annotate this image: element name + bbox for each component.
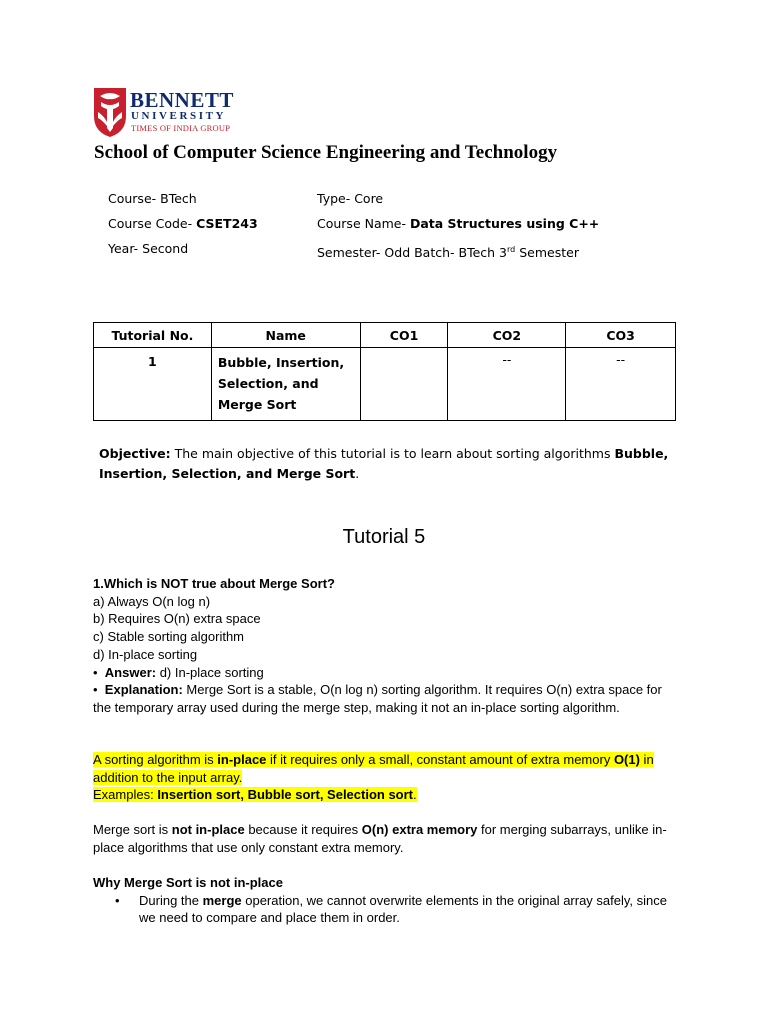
course-name-value: Data Structures using C++ xyxy=(409,216,600,231)
question-block xyxy=(93,575,673,717)
type-label: Type- Core xyxy=(317,191,384,206)
explanation-line xyxy=(93,681,673,716)
course-outcome-table xyxy=(93,322,676,421)
objective-label: Objective: xyxy=(99,446,171,461)
university-logo xyxy=(92,86,232,138)
header-co1: CO1 xyxy=(360,323,448,348)
examples-label: Examples: xyxy=(93,787,158,803)
option-c: c) Stable sorting algorithm xyxy=(93,629,245,645)
list-item xyxy=(93,892,673,927)
course-name xyxy=(317,216,599,232)
inplace-text-2: if it requires only a small, constant amount of extra memory xyxy=(266,752,614,767)
course-code xyxy=(108,216,258,232)
logo-subtitle: UNIVERSITY xyxy=(131,110,227,122)
why-section xyxy=(93,874,673,927)
header-name: Name xyxy=(211,323,360,348)
question-title: 1.Which is NOT true about Merge Sort? xyxy=(93,576,335,591)
year-label: Year- Second xyxy=(108,241,189,256)
examples-end: . xyxy=(413,787,417,803)
answer-text: d) In-place sorting xyxy=(156,664,264,680)
course-label: Course- BTech xyxy=(108,191,197,206)
option-d: d) In-place sorting xyxy=(93,646,198,662)
header-tutorial-no: Tutorial No. xyxy=(94,323,212,348)
bullet-icon: • xyxy=(93,664,98,680)
header-co2: CO2 xyxy=(448,323,566,348)
tutorial-title: Tutorial 5 xyxy=(342,526,426,548)
examples-list: Insertion sort, Bubble sort, Selection sort xyxy=(157,787,414,803)
merge-text-3: for merging subarrays, unlike in-place algorithms that use only constant extra memory. xyxy=(93,822,667,855)
why-heading: Why Merge Sort is not in-place xyxy=(93,875,283,890)
semester-suffix: Semester xyxy=(515,245,579,260)
logo-group: TIMES OF INDIA GROUP xyxy=(131,123,231,133)
merge-sort-note xyxy=(93,821,673,856)
merge-text-1: Merge sort is xyxy=(93,822,172,837)
bennett-emblem-icon xyxy=(92,86,128,138)
school-title: School of Computer Science Engineering and Technology xyxy=(94,142,558,163)
inplace-text-1: A sorting algorithm is xyxy=(93,752,218,767)
cell-co2: -- xyxy=(448,348,566,421)
explanation-label: Explanation: xyxy=(104,682,183,698)
option-b: b) Requires O(n) extra space xyxy=(93,611,261,627)
merge-bold-2: O(n) extra memory xyxy=(361,822,478,837)
table-row xyxy=(94,348,676,421)
logo-name: BENNETT xyxy=(130,88,234,112)
inplace-bold-1: in-place xyxy=(217,752,267,767)
semester-sup: rd xyxy=(507,244,516,254)
why-bold-1: merge xyxy=(202,892,242,908)
option-a: a) Always O(n log n) xyxy=(93,593,211,609)
course-code-label: Course Code- xyxy=(108,216,197,231)
inplace-text-3: in addition to the input array. xyxy=(93,752,654,785)
inplace-definition xyxy=(93,751,673,804)
objective-paragraph xyxy=(99,444,669,484)
objective-algorithms: Bubble, Insertion, Selection, and Merge Sort xyxy=(99,446,669,481)
cell-name: Bubble, Insertion, Selection, and Merge Sort xyxy=(211,348,360,421)
why-text-1: During the xyxy=(139,892,203,908)
cell-co3: -- xyxy=(566,348,676,421)
course-code-value: CSET243 xyxy=(196,216,258,231)
bullet-icon: • xyxy=(93,682,98,698)
bullet-icon: • xyxy=(115,892,120,908)
cell-tutorial-no: 1 xyxy=(94,348,212,421)
semester-label xyxy=(317,245,579,261)
header-co3: CO3 xyxy=(566,323,676,348)
inplace-bold-2: O(1) xyxy=(613,752,640,767)
answer-label: Answer: xyxy=(104,664,157,680)
explanation-text: Merge Sort is a stable, O(n log n) sorting algorithm. It requires O(n) extra space for the temporary array used during the merge step, making it not an in-place sorting algorithm. xyxy=(93,682,662,715)
merge-bold-1: not in-place xyxy=(171,822,245,837)
why-text-2: operation, we cannot overwrite elements in the original array safely, since we need to compare and place them in order. xyxy=(139,892,667,926)
answer-line xyxy=(93,664,673,682)
cell-co1 xyxy=(360,348,448,421)
semester-prefix: Semester- Odd Batch- BTech 3 xyxy=(317,245,508,260)
course-name-label: Course Name- xyxy=(317,216,410,231)
objective-end: . xyxy=(355,466,360,481)
objective-text: The main objective of this tutorial is to learn about sorting algorithms xyxy=(170,446,615,461)
table-header-row xyxy=(94,323,676,348)
merge-text-2: because it requires xyxy=(244,822,362,837)
